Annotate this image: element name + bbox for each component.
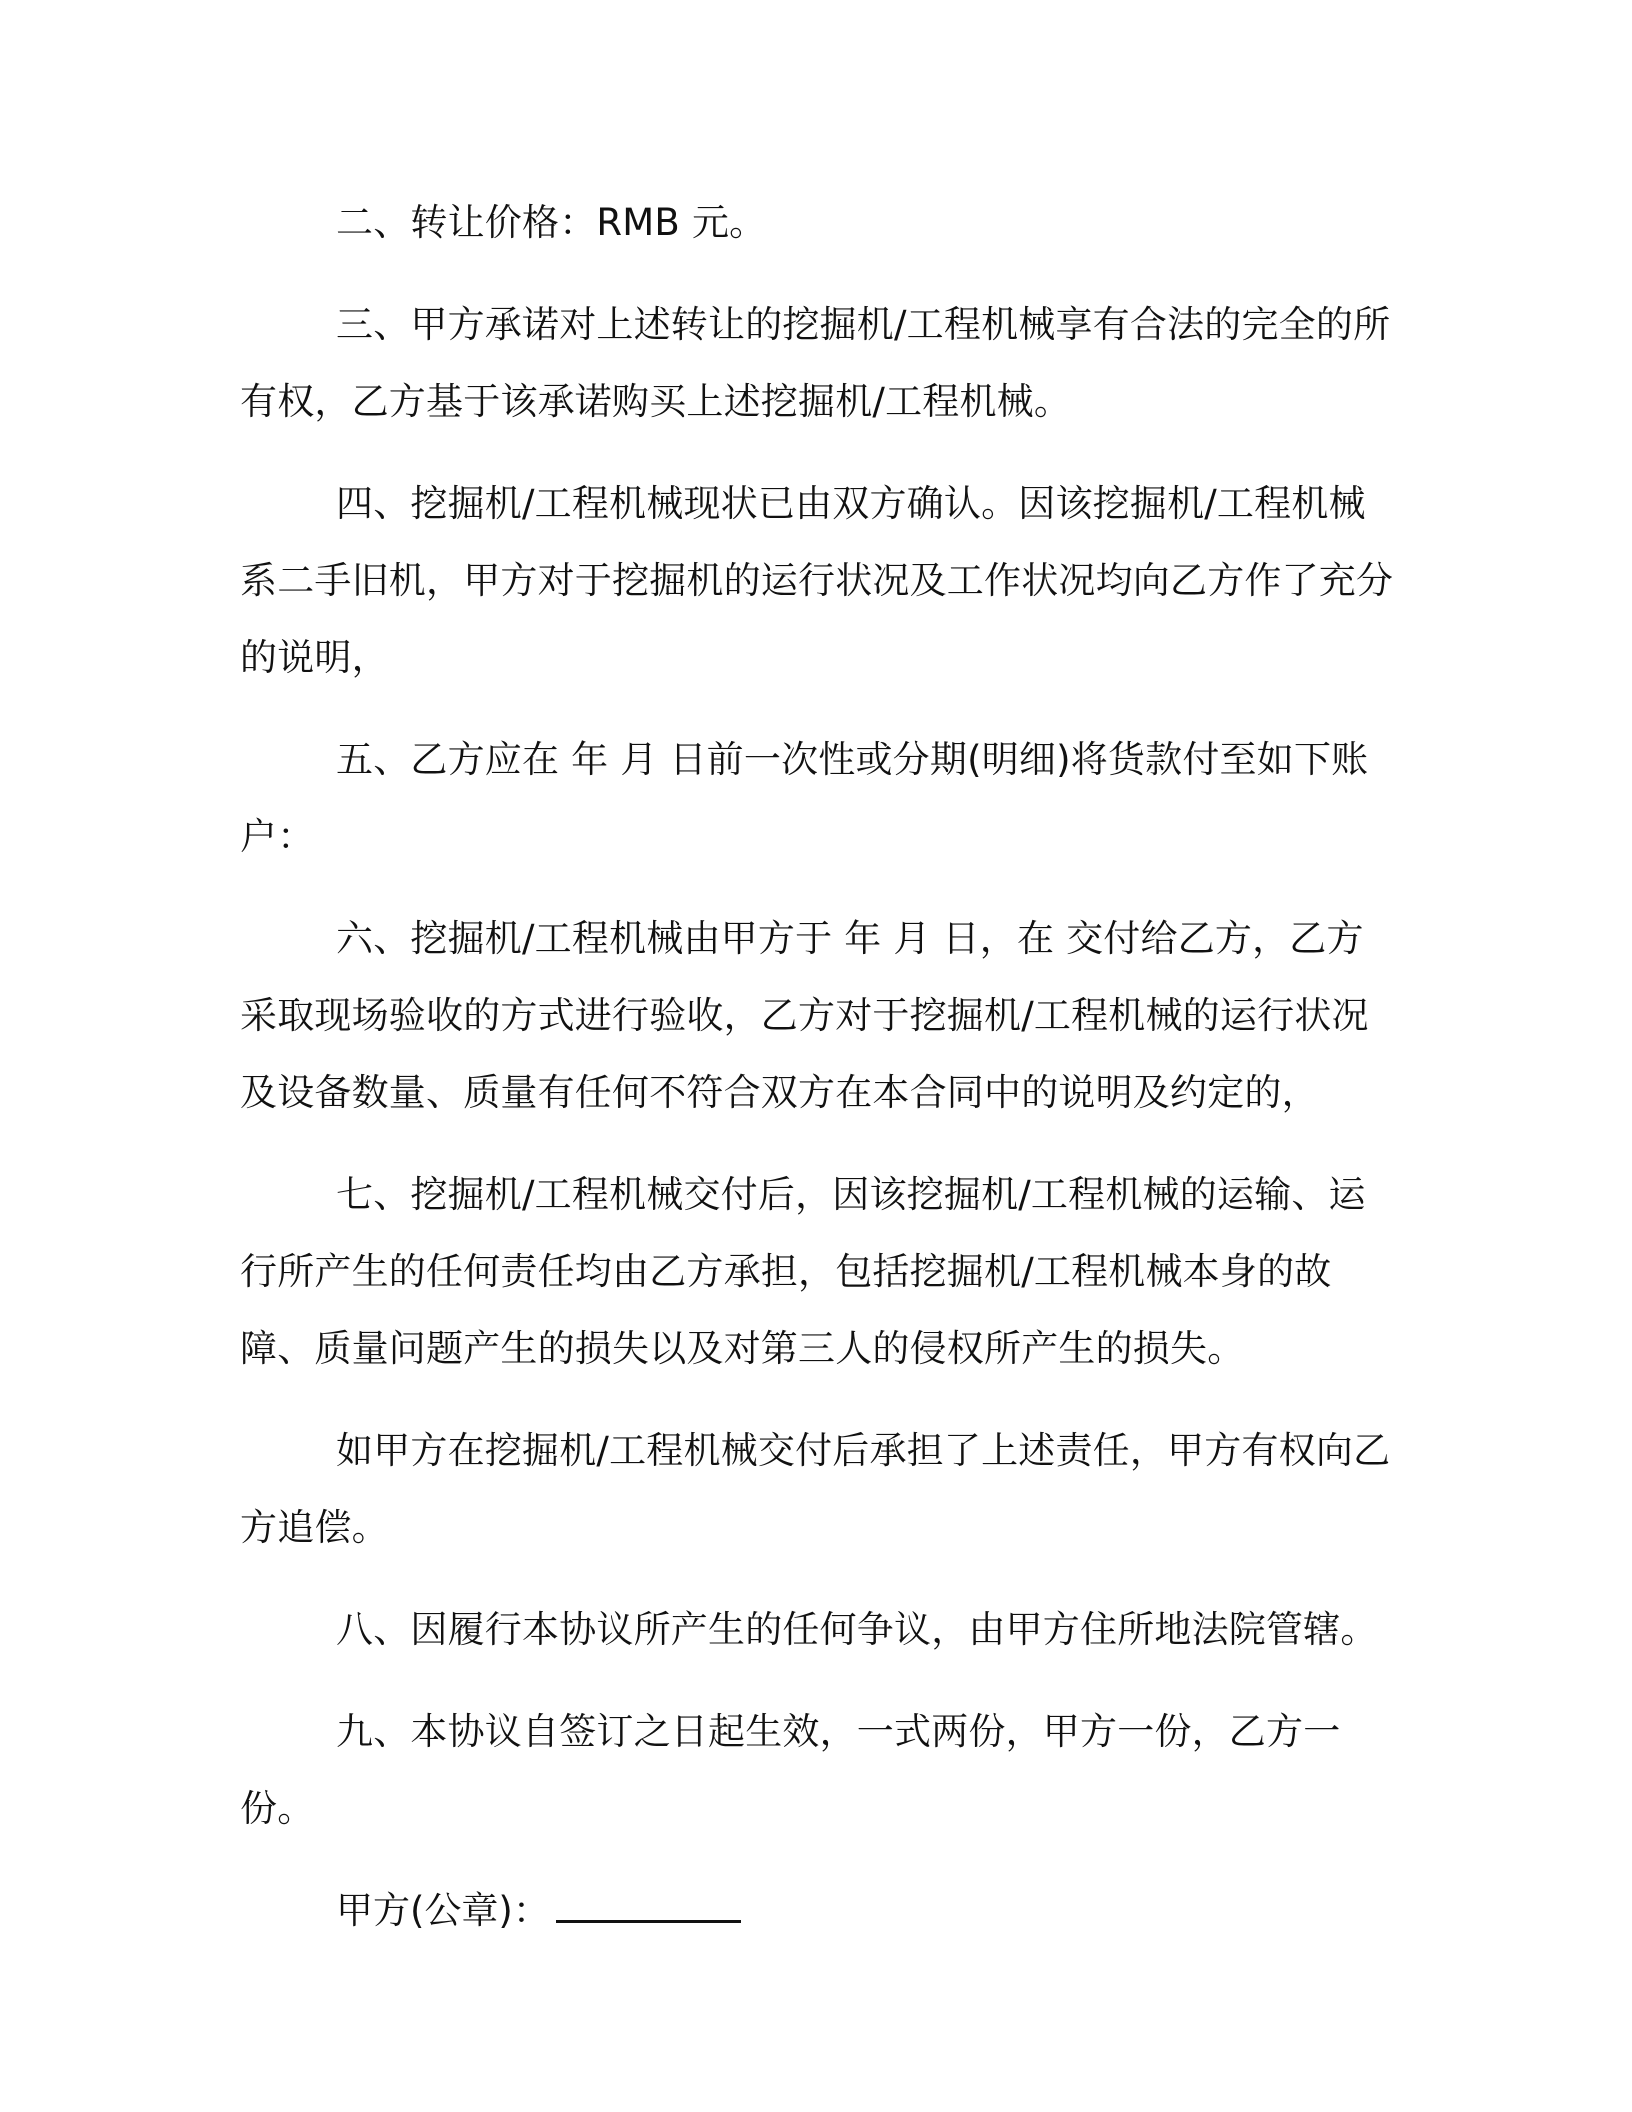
clause-2-price: 二、转让价格：RMB 元。 — [336, 201, 767, 244]
document-body — [240, 184, 1396, 1949]
party-a-signature-label: 甲方(公章)： — [336, 1889, 550, 1932]
clause-5-payment: 五、乙方应在 年 月 日前一次性或分期(明细)将货款付至如下账户： — [240, 738, 1369, 858]
clause-6-delivery: 六、挖掘机/工程机械由甲方于 年 月 日，在 交付给乙方，乙方采取现场验收的方式进行验收，乙方对于挖掘机/工程机械的运行状况及设备数量、质量有任何不符合双方在本合同中的说明及约定的， — [240, 917, 1369, 1114]
clause-7-liability: 七、挖掘机/工程机械交付后，因该挖掘机/工程机械的运输、运行所产生的任何责任均由乙方承担，包括挖掘机/工程机械本身的故障、质量问题产生的损失以及对第三人的侵权所产生的损失。 — [240, 1173, 1366, 1370]
clause-7-recourse: 如甲方在挖掘机/工程机械交付后承担了上述责任，甲方有权向乙方追偿。 — [240, 1429, 1391, 1549]
clause-9-effectiveness: 九、本协议自签订之日起生效，一式两份，甲方一份，乙方一份。 — [240, 1710, 1341, 1830]
clause-3-ownership: 三、甲方承诺对上述转让的挖掘机/工程机械享有合法的完全的所有权，乙方基于该承诺购买上述挖掘机/工程机械。 — [240, 303, 1391, 423]
signature-blank-line[interactable] — [556, 1890, 741, 1923]
clause-8-jurisdiction: 八、因履行本协议所产生的任何争议，由甲方住所地法院管辖。 — [336, 1608, 1378, 1651]
clause-4-condition: 四、挖掘机/工程机械现状已由双方确认。因该挖掘机/工程机械系二手旧机，甲方对于挖掘机的运行状况及工作状况均向乙方作了充分的说明， — [240, 482, 1394, 679]
party-a-signature — [240, 1872, 1396, 1949]
